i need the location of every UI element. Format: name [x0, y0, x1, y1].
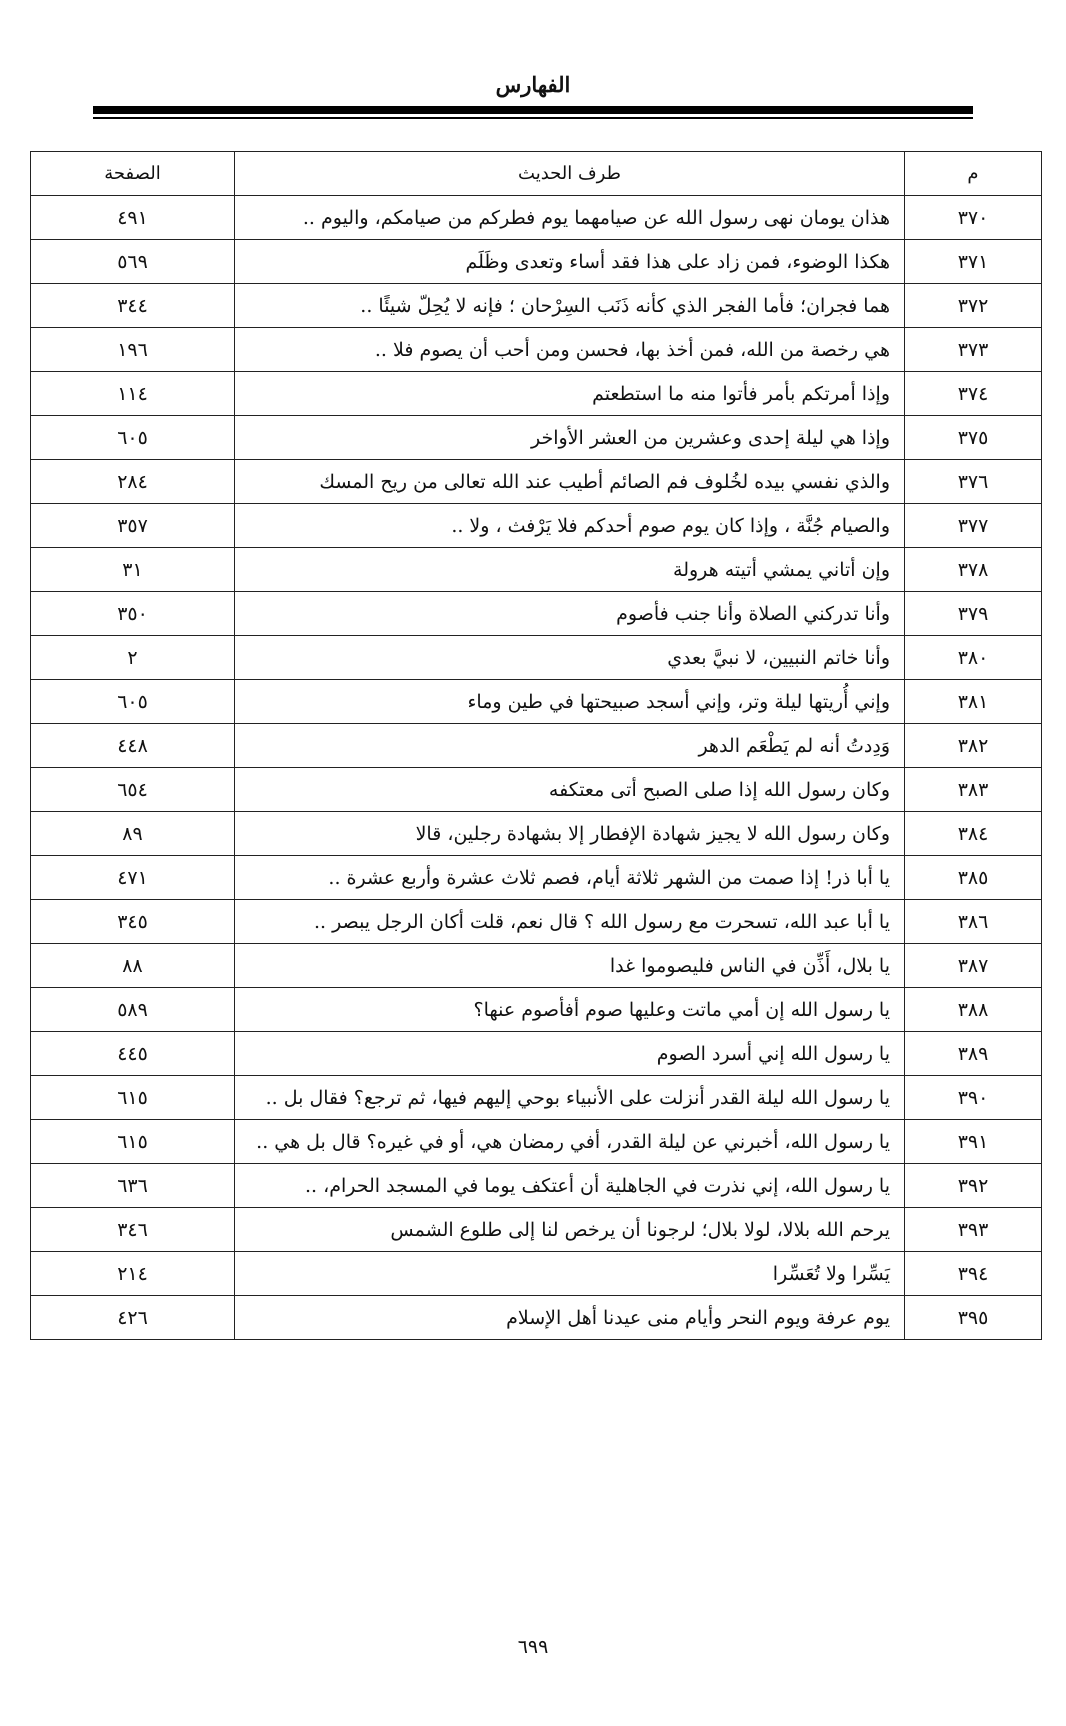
hadith-index-table — [30, 151, 1042, 1340]
hadith-text: والذي نفسي بيده لخُلوف فم الصائم أطيب عند الله تعالى من ريح المسك — [235, 460, 905, 504]
row-number: ٣٧٦ — [905, 460, 1042, 504]
hadith-text: وكان رسول الله لا يجيز شهادة الإفطار إلا بشهادة رجلين، قالا — [235, 812, 905, 856]
page-ref: ٦١٥ — [31, 1076, 235, 1120]
row-number: ٣٧٣ — [905, 328, 1042, 372]
hadith-text: يا رسول الله إن أمي ماتت وعليها صوم أفأصوم عنها؟ — [235, 988, 905, 1032]
page-ref: ١١٤ — [31, 372, 235, 416]
hadith-text: يوم عرفة ويوم النحر وأيام منى عيدنا أهل الإسلام — [235, 1296, 905, 1340]
page-ref: ٤٧١ — [31, 856, 235, 900]
table-row — [31, 196, 1042, 240]
hadith-text: وأنا خاتم النبيين، لا نبيَّ بعدي — [235, 636, 905, 680]
table-row — [31, 900, 1042, 944]
page-ref: ٢١٤ — [31, 1252, 235, 1296]
hadith-text: وَدِدتُ أنه لم يَطْعَم الدهر — [235, 724, 905, 768]
table-row — [31, 1164, 1042, 1208]
table-row — [31, 1208, 1042, 1252]
row-number: ٣٨٣ — [905, 768, 1042, 812]
page-ref: ٤٤٨ — [31, 724, 235, 768]
hadith-text: هذان يومان نهى رسول الله عن صيامهما يوم فطركم من صيامكم، واليوم .. — [235, 196, 905, 240]
table-row — [31, 460, 1042, 504]
table-row — [31, 504, 1042, 548]
row-number: ٣٧٩ — [905, 592, 1042, 636]
table-row — [31, 812, 1042, 856]
row-number: ٣٨٨ — [905, 988, 1042, 1032]
header-rule — [93, 106, 973, 114]
hadith-text: يا بلال، أَذِّن في الناس فليصوموا غدا — [235, 944, 905, 988]
table-row — [31, 1120, 1042, 1164]
table-row — [31, 1076, 1042, 1120]
page-ref: ٥٨٩ — [31, 988, 235, 1032]
page-ref: ٣٤٥ — [31, 900, 235, 944]
table-row — [31, 328, 1042, 372]
row-number: ٣٧٤ — [905, 372, 1042, 416]
row-number: ٣٨٩ — [905, 1032, 1042, 1076]
row-number: ٣٨٦ — [905, 900, 1042, 944]
table-row — [31, 592, 1042, 636]
column-header-hadith: طرف الحديث — [235, 152, 905, 196]
page-ref: ١٩٦ — [31, 328, 235, 372]
column-header-page: الصفحة — [31, 152, 235, 196]
row-number: ٣٨٥ — [905, 856, 1042, 900]
row-number: ٣٧١ — [905, 240, 1042, 284]
row-number: ٣٧٠ — [905, 196, 1042, 240]
hadith-text: يا أبا عبد الله، تسحرت مع رسول الله ؟ قال نعم، قلت أكان الرجل يبصر .. — [235, 900, 905, 944]
page-ref: ٨٨ — [31, 944, 235, 988]
row-number: ٣٧٨ — [905, 548, 1042, 592]
table-row — [31, 636, 1042, 680]
page-ref: ٦٠٥ — [31, 680, 235, 724]
page-title: الفهارس — [495, 72, 571, 97]
hadith-text: يا رسول الله، إني نذرت في الجاهلية أن أعتكف يوما في المسجد الحرام، .. — [235, 1164, 905, 1208]
row-number: ٣٨٠ — [905, 636, 1042, 680]
table-row — [31, 724, 1042, 768]
row-number: ٣٩١ — [905, 1120, 1042, 1164]
page-ref: ٣٤٦ — [31, 1208, 235, 1252]
row-number: ٣٧٧ — [905, 504, 1042, 548]
column-header-number: م — [905, 152, 1042, 196]
table-row — [31, 284, 1042, 328]
page-ref: ٦٠٥ — [31, 416, 235, 460]
hadith-text: هكذا الوضوء، فمن زاد على هذا فقد أساء وتعدى وظَلَم — [235, 240, 905, 284]
page-ref: ٣٥٧ — [31, 504, 235, 548]
table-row — [31, 1296, 1042, 1340]
hadith-text: وأنا تدركني الصلاة وأنا جنب فأصوم — [235, 592, 905, 636]
page-ref: ٥٦٩ — [31, 240, 235, 284]
hadith-text: يا أبا ذر! إذا صمت من الشهر ثلاثة أيام، فصم ثلاث عشرة وأربع عشرة .. — [235, 856, 905, 900]
hadith-text: وإذا هي ليلة إحدى وعشرين من العشر الأواخر — [235, 416, 905, 460]
hadith-text: وكان رسول الله إذا صلى الصبح أتى معتكفه — [235, 768, 905, 812]
page-ref: ٢٨٤ — [31, 460, 235, 504]
page-ref: ٣٥٠ — [31, 592, 235, 636]
page-ref: ٤٩١ — [31, 196, 235, 240]
row-number: ٣٨١ — [905, 680, 1042, 724]
hadith-text: يَسِّرا ولا تُعَسِّرا — [235, 1252, 905, 1296]
hadith-text: وإني أُريتها ليلة وتر، وإني أسجد صبيحتها في طين وماء — [235, 680, 905, 724]
table-row — [31, 416, 1042, 460]
hadith-text: يا رسول الله ليلة القدر أنزلت على الأنبياء بوحي إليهم فيها، ثم ترجع؟ فقال بل .. — [235, 1076, 905, 1120]
table-row — [31, 548, 1042, 592]
hadith-text: يا رسول الله إني أسرد الصوم — [235, 1032, 905, 1076]
row-number: ٣٧٢ — [905, 284, 1042, 328]
page-ref: ٣١ — [31, 548, 235, 592]
page-number: ٦٩٩ — [517, 1636, 549, 1658]
page-ref: ٤٢٦ — [31, 1296, 235, 1340]
table-row — [31, 988, 1042, 1032]
page-ref: ٢ — [31, 636, 235, 680]
row-number: ٣٩٣ — [905, 1208, 1042, 1252]
hadith-text: يا رسول الله، أخبرني عن ليلة القدر، أفي رمضان هي، أو في غيره؟ قال بل هي .. — [235, 1120, 905, 1164]
row-number: ٣٩٥ — [905, 1296, 1042, 1340]
row-number: ٣٩٢ — [905, 1164, 1042, 1208]
row-number: ٣٨٤ — [905, 812, 1042, 856]
row-number: ٣٨٧ — [905, 944, 1042, 988]
page-ref: ٨٩ — [31, 812, 235, 856]
hadith-text: يرحم الله بلالا، لولا بلال؛ لرجونا أن يرخص لنا إلى طلوع الشمس — [235, 1208, 905, 1252]
table-row — [31, 856, 1042, 900]
page-ref: ٦٥٤ — [31, 768, 235, 812]
row-number: ٣٧٥ — [905, 416, 1042, 460]
hadith-text: وإن أتاني يمشي أتيته هرولة — [235, 548, 905, 592]
page-ref: ٦٣٦ — [31, 1164, 235, 1208]
page-ref: ٣٤٤ — [31, 284, 235, 328]
table-row — [31, 1032, 1042, 1076]
table-row — [31, 372, 1042, 416]
table-row — [31, 1252, 1042, 1296]
hadith-text: وإذا أمرتكم بأمر فأتوا منه ما استطعتم — [235, 372, 905, 416]
hadith-text: هما فجران؛ فأما الفجر الذي كأنه ذَنَب السِرْحان ؛ فإنه لا يُحِلّ شيئًا .. — [235, 284, 905, 328]
table-row — [31, 768, 1042, 812]
table-row — [31, 680, 1042, 724]
page-ref: ٤٤٥ — [31, 1032, 235, 1076]
row-number: ٣٨٢ — [905, 724, 1042, 768]
row-number: ٣٩٤ — [905, 1252, 1042, 1296]
row-number: ٣٩٠ — [905, 1076, 1042, 1120]
page-ref: ٦١٥ — [31, 1120, 235, 1164]
table-header-row — [31, 152, 1042, 196]
hadith-text: هي رخصة من الله، فمن أخذ بها، فحسن ومن أحب أن يصوم فلا .. — [235, 328, 905, 372]
table-row — [31, 240, 1042, 284]
hadith-text: والصيام جُنَّة ، وإذا كان يوم صوم أحدكم فلا يَرْفث ، ولا .. — [235, 504, 905, 548]
table-row — [31, 944, 1042, 988]
